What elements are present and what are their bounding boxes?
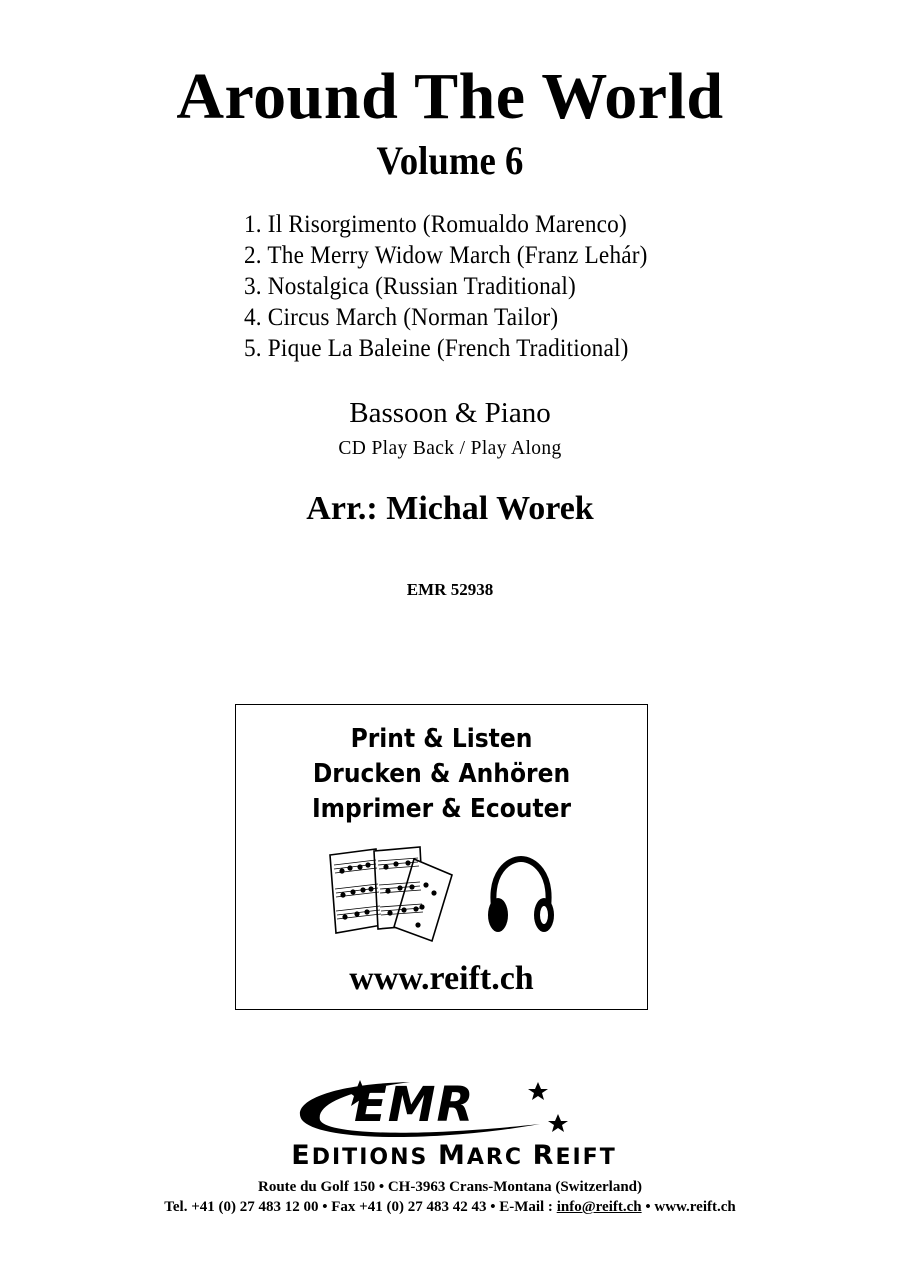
promo-line-german: Drucken & Anhören: [312, 759, 571, 789]
promo-line-french: Imprimer & Ecouter: [311, 794, 572, 824]
publisher-word: ARC: [466, 1145, 533, 1170]
publisher-word: EIFT: [555, 1145, 617, 1170]
promo-line-english: Print & Listen: [350, 724, 533, 754]
track-item: 1. Il Risorgimento (Romualdo Marenco): [244, 211, 627, 238]
contact-website[interactable]: • www.reift.ch: [641, 1199, 736, 1215]
contact-phone-fax: Tel. +41 (0) 27 483 12 00 • Fax +41 (0) 27 483 42 43 • E-Mail :: [164, 1199, 557, 1215]
track-list: [244, 209, 678, 364]
volume-subtitle: Volume 6: [376, 138, 524, 183]
logo-wordmark: EMR: [354, 1077, 475, 1133]
track-item: 4. Circus March (Norman Tailor): [244, 304, 559, 331]
publisher-name: [236, 1140, 672, 1171]
publisher-initial: E: [291, 1140, 312, 1171]
arranger: Arr.: Michal Worek: [306, 490, 594, 527]
publisher-address: Route du Golf 150 • CH-3963 Crans-Montana (Switzerland): [258, 1179, 642, 1195]
page-title: Around The World: [176, 60, 724, 133]
publisher-word: DITIONS: [311, 1145, 438, 1170]
sheet-music-icon: [328, 845, 456, 943]
headphones-icon: [486, 855, 556, 939]
track-item: 2. The Merry Widow March (Franz Lehár): [244, 242, 648, 269]
publisher-initial: R: [532, 1140, 556, 1171]
website-url[interactable]: www.reift.ch: [349, 960, 534, 997]
catalog-code: EMR 52938: [406, 580, 494, 599]
publisher-initial: M: [438, 1140, 467, 1171]
email-link[interactable]: info@reift.ch: [556, 1199, 642, 1215]
track-item: 3. Nostalgica (Russian Traditional): [244, 273, 576, 300]
cd-note: CD Play Back / Play Along: [338, 437, 562, 459]
print-listen-box: [235, 704, 648, 1010]
emr-logo: [290, 1076, 580, 1142]
instrumentation: Bassoon & Piano: [349, 397, 551, 429]
track-item: 5. Pique La Baleine (French Traditional): [244, 335, 629, 362]
publisher-contact: [0, 1198, 900, 1217]
